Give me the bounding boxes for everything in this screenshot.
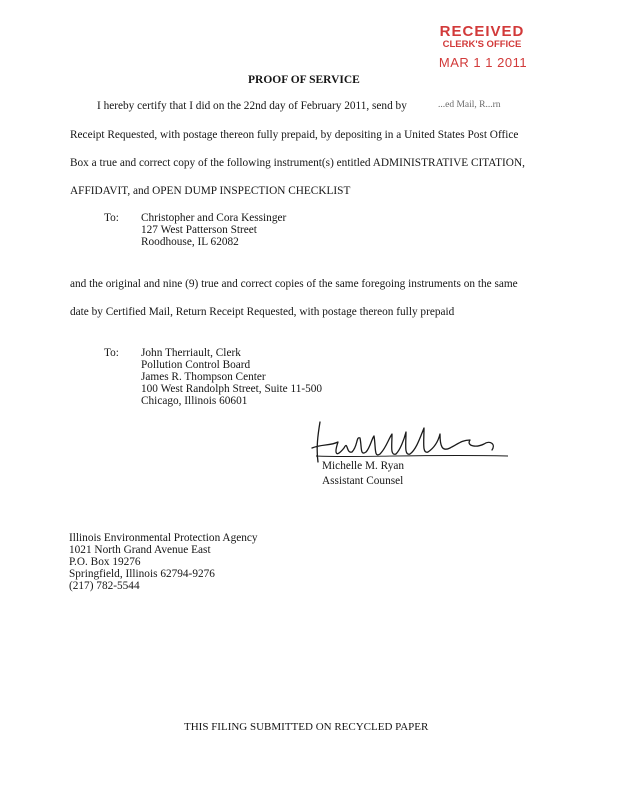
body-line-3: Box a true and correct copy of the following instrument(s) entitled ADMINISTRATIVE CITATION,: [70, 157, 525, 169]
recipient-1-line: 127 West Patterson Street: [141, 224, 257, 236]
agency-line: Illinois Environmental Protection Agency: [69, 532, 258, 544]
footer-note: THIS FILING SUBMITTED ON RECYCLED PAPER: [184, 721, 429, 733]
received-stamp: [424, 23, 540, 70]
middle-line-1: and the original and nine (9) true and correct copies of the same foregoing instruments on the same: [70, 278, 518, 290]
recipient-2-line: Pollution Control Board: [141, 359, 251, 371]
body-line-4: AFFIDAVIT, and OPEN DUMP INSPECTION CHECKLIST: [70, 185, 351, 197]
recipient-1-address: [141, 212, 286, 248]
recipient-1-line: Christopher and Cora Kessinger: [141, 212, 287, 224]
agency-line: (217) 782-5544: [69, 580, 140, 592]
recipient-1-line: Roodhouse, IL 62082: [141, 236, 239, 248]
agency-line: P.O. Box 19276: [69, 556, 141, 568]
stamp-office: CLERK'S OFFICE: [442, 39, 522, 50]
signer-name: Michelle M. Ryan: [322, 460, 405, 472]
middle-line-2: date by Certified Mail, Return Receipt Requested, with postage thereon fully prepaid: [70, 306, 455, 318]
body-line-1: I hereby certify that I did on the 22nd day of February 2011, send by: [97, 100, 407, 112]
recipient-2-line: Chicago, Illinois 60601: [141, 395, 248, 407]
body-line-2: Receipt Requested, with postage thereon fully prepaid, by depositing in a United States Post Office: [70, 129, 519, 141]
recipient-2-line: John Therriault, Clerk: [141, 347, 241, 359]
recipient-2-line: 100 West Randolph Street, Suite 11-500: [141, 383, 323, 395]
recipient-2-line: James R. Thompson Center: [141, 371, 266, 383]
recipient-2-address: [141, 347, 322, 407]
to-label-1: To:: [104, 212, 119, 224]
stamp-date: MAR 1 1 2011: [438, 55, 528, 70]
agency-line: Springfield, Illinois 62794-9276: [69, 568, 215, 580]
body-line-1-tail: ...ed Mail, R...rn: [438, 100, 501, 110]
agency-line: 1021 North Grand Avenue East: [69, 544, 211, 556]
signer-title: Assistant Counsel: [322, 475, 404, 487]
to-label-2: To:: [104, 347, 119, 359]
stamp-received: RECEIVED: [439, 23, 525, 40]
document-title: PROOF OF SERVICE: [248, 74, 360, 86]
agency-address: [69, 532, 258, 592]
